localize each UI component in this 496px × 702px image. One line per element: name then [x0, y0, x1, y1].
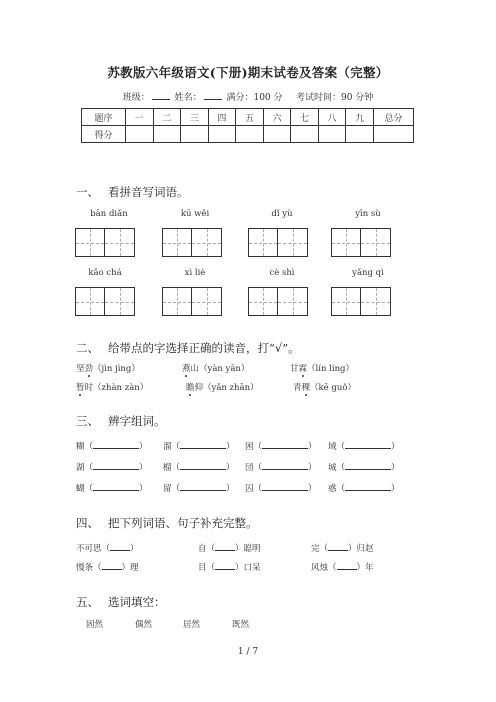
section-1-heading: [76, 184, 189, 200]
tianzige-box[interactable]: [331, 287, 391, 316]
score-header-cell: 九: [346, 109, 374, 126]
word-choice: 居然: [183, 620, 201, 630]
idiom-blank-item[interactable]: 目（ ）口呆: [198, 563, 261, 573]
section-number: 二、: [76, 341, 99, 355]
section-title: 看拼音写词语。: [108, 185, 189, 199]
tianzige-box[interactable]: [75, 228, 135, 257]
word-blank-item[interactable]: 惑（ ）: [328, 484, 400, 494]
pinyin-label: yīn sù: [355, 209, 381, 219]
pinyin-label: kǎo chá: [88, 268, 122, 278]
full-score: 满分：100 分: [226, 93, 283, 103]
score-cell[interactable]: [263, 126, 291, 143]
score-header-cell: 一: [126, 109, 154, 126]
idiom-blank-item[interactable]: 不可思（ ）: [76, 544, 139, 554]
section-title: 把下列词语、句子补充完整。: [108, 516, 258, 530]
class-blank[interactable]: [152, 91, 170, 100]
score-cell[interactable]: [153, 126, 181, 143]
score-header-cell: 七: [291, 109, 319, 126]
pinyin-label: dǐ yù: [271, 209, 293, 219]
score-row-label: 得分: [82, 126, 126, 143]
section-5-heading: [76, 594, 166, 610]
section-number: 一、: [76, 185, 99, 199]
score-cell[interactable]: [318, 126, 346, 143]
score-cell[interactable]: [236, 126, 264, 143]
word-choice: 既然: [232, 620, 250, 630]
name-label: 姓名：: [174, 93, 202, 103]
score-header-cell: 题序: [82, 109, 126, 126]
tianzige-box[interactable]: [162, 228, 222, 257]
idiom-blank-item[interactable]: 完（ ）归赵: [311, 544, 374, 554]
section-number: 三、: [76, 414, 99, 428]
pinyin-label: bān diǎn: [90, 209, 128, 219]
page-number: 1 / 7: [237, 647, 259, 657]
section-2-heading: [76, 340, 300, 356]
word-choice: 固然: [86, 620, 104, 630]
section-title: 选词填空：: [108, 595, 166, 609]
section-title: 辨字组词。: [108, 414, 166, 428]
tianzige-box[interactable]: [248, 228, 308, 257]
score-cell[interactable]: [208, 126, 236, 143]
score-cell[interactable]: [291, 126, 319, 143]
score-cell[interactable]: [374, 126, 414, 143]
score-cell[interactable]: [346, 126, 374, 143]
score-header-cell: 四: [208, 109, 236, 126]
score-cell[interactable]: [126, 126, 154, 143]
score-table: [81, 108, 414, 143]
section-number: 四、: [76, 516, 99, 530]
tianzige-box[interactable]: [248, 287, 308, 316]
section-number: 五、: [76, 595, 99, 609]
tianzige-box[interactable]: [75, 287, 135, 316]
word-blank-item[interactable]: 団（ ）: [245, 463, 317, 473]
word-blank-item[interactable]: 溜（ ）: [163, 442, 235, 452]
word-choice: 偶然: [135, 620, 153, 630]
tianzige-box[interactable]: [331, 228, 391, 257]
class-label: 班级：: [122, 93, 150, 103]
page-title: 苏教版六年级语文(下册)期末试卷及答案（完整）: [107, 65, 389, 80]
score-table-score-row: [82, 126, 414, 143]
idiom-blank-item[interactable]: 慢条（ ）理: [76, 563, 139, 573]
word-blank-item[interactable]: 榴（ ）: [163, 463, 235, 473]
section-4-heading: [76, 515, 258, 531]
pinyin-label: cè shì: [269, 268, 295, 278]
word-blank-item[interactable]: 留（ ）: [163, 484, 235, 494]
word-blank-item[interactable]: 困（ ）: [245, 442, 317, 452]
reading-item[interactable]: 暂时（zhàn zàn）: [76, 383, 149, 393]
score-cell[interactable]: [181, 126, 209, 143]
reading-item[interactable]: 甘霖（lín líng）: [290, 364, 354, 374]
pinyin-label: kū wěi: [180, 209, 210, 219]
reading-item[interactable]: 燕山（yàn yān）: [182, 364, 250, 374]
word-blank-item[interactable]: 域（ ）: [328, 442, 400, 452]
idiom-blank-item[interactable]: 自（ ）聪明: [198, 544, 261, 554]
tianzige-box[interactable]: [162, 287, 222, 316]
score-header-cell: 八: [318, 109, 346, 126]
pinyin-label: yǎng qì: [352, 268, 384, 278]
word-blank-item[interactable]: 糊（ ）: [76, 442, 148, 452]
word-blank-item[interactable]: 蝴（ ）: [76, 484, 148, 494]
word-blank-item[interactable]: 湖（ ）: [76, 463, 148, 473]
score-header-cell: 二: [153, 109, 181, 126]
reading-item[interactable]: 青稞（kē guǒ）: [293, 383, 356, 393]
name-blank[interactable]: [204, 91, 222, 100]
exam-info: [0, 90, 496, 103]
score-header-cell: 五: [236, 109, 264, 126]
score-table-header-row: [82, 109, 414, 126]
exam-time: 考试时间：90 分钟: [295, 93, 374, 103]
score-header-cell: 六: [263, 109, 291, 126]
section-3-heading: [76, 413, 166, 429]
idiom-blank-item[interactable]: 风烛（ ）年: [311, 563, 374, 573]
pinyin-label: xì liè: [184, 268, 206, 278]
score-header-cell: 总分: [374, 109, 414, 126]
reading-item[interactable]: 瞻仰（yǎn zhān）: [186, 383, 259, 393]
word-blank-item[interactable]: 城（ ）: [328, 463, 400, 473]
word-blank-item[interactable]: 囚（ ）: [245, 484, 317, 494]
section-title: 给带点的字选择正确的读音，打“√”。: [108, 341, 300, 355]
score-header-cell: 三: [181, 109, 209, 126]
reading-item[interactable]: 坚劲（jìn jìng）: [76, 364, 140, 374]
